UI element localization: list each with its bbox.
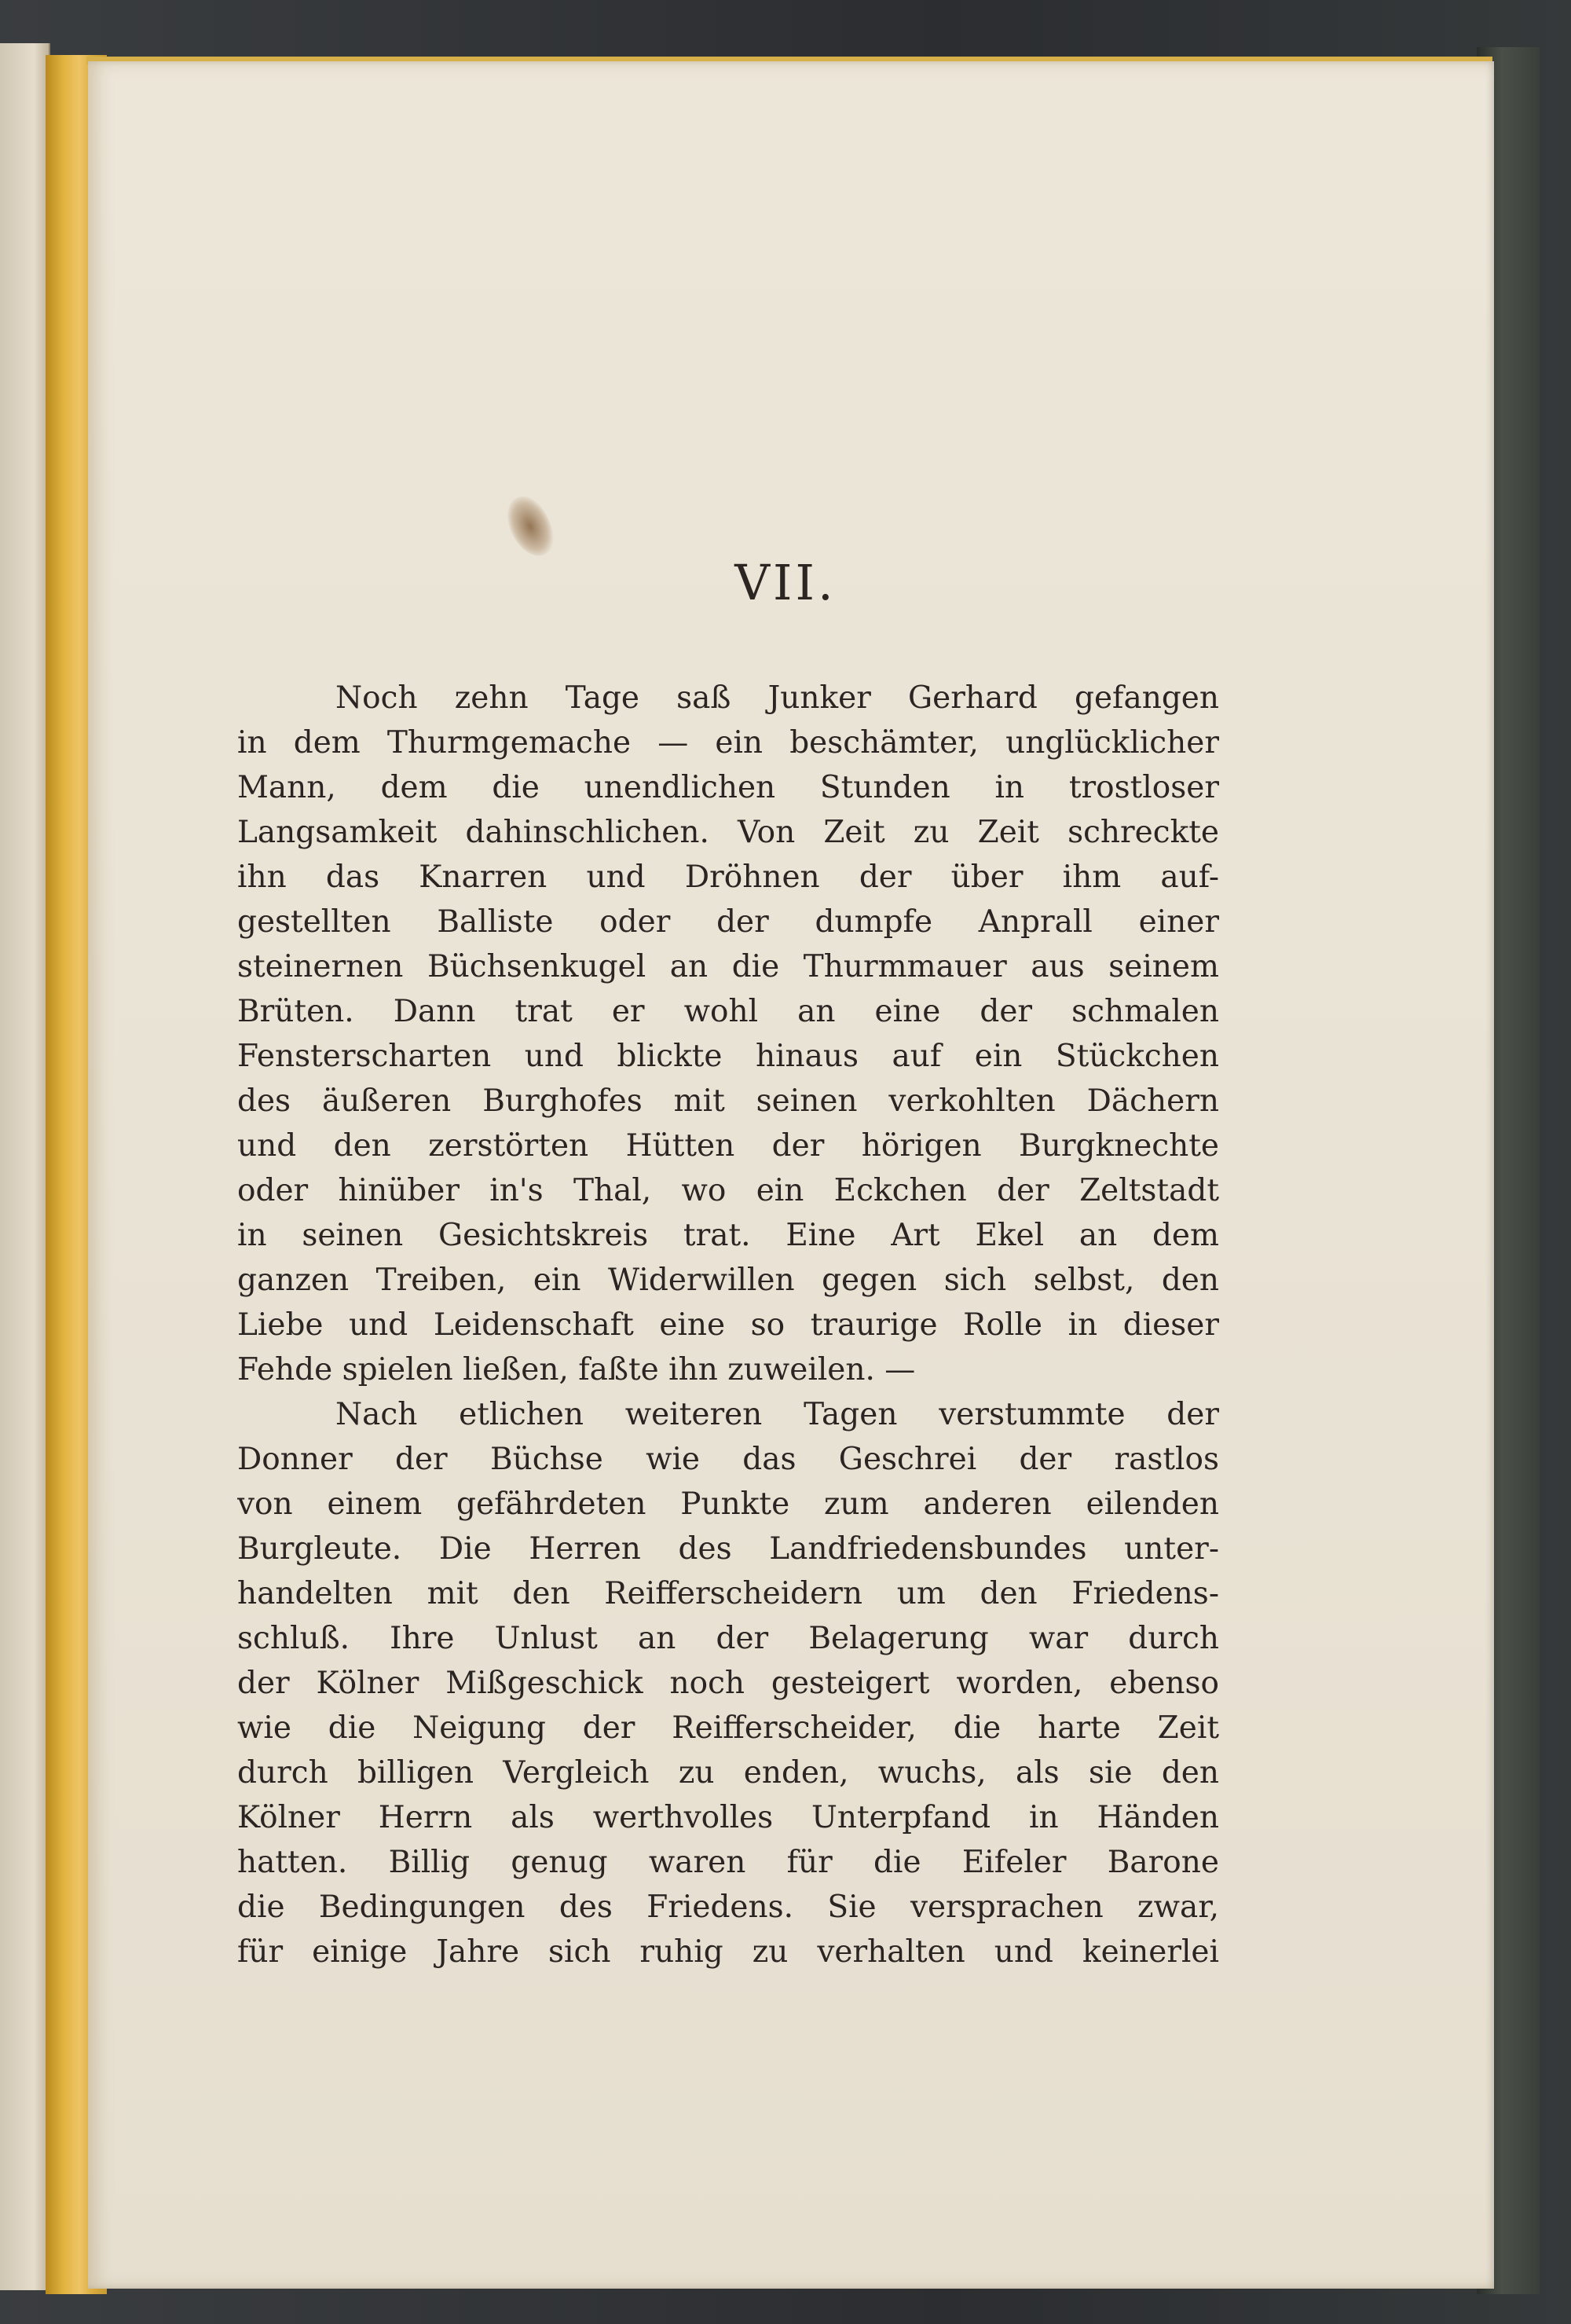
previous-page-edge	[0, 43, 50, 2290]
page-body-text	[237, 676, 1219, 1974]
text-line: und den zerstörten Hütten der hörigen Burgknechte	[237, 1128, 1219, 1164]
text-line: der Kölner Mißgeschick noch gesteigert worden, ebenso	[237, 1666, 1219, 1701]
text-line: oder hinüber in's Thal, wo ein Eckchen der Zeltstadt	[237, 1173, 1219, 1208]
text-line: ihn das Knarren und Dröhnen der über ihm auf-	[237, 860, 1219, 895]
text-line: Burgleute. Die Herren des Landfriedensbundes unter-	[237, 1531, 1219, 1567]
text-line: des äußeren Burghofes mit seinen verkohlten Dächern	[237, 1083, 1219, 1119]
text-line: Brüten. Dann trat er wohl an eine der schmalen	[237, 994, 1219, 1029]
text-line: in dem Thurmgemache — ein beschämter, unglücklicher	[237, 725, 1219, 761]
text-line: ganzen Treiben, ein Widerwillen gegen sich selbst, den	[237, 1263, 1219, 1298]
text-line: gestellten Balliste oder der dumpfe Anprall einer	[237, 904, 1219, 940]
text-line: von einem gefährdeten Punkte zum anderen eilenden	[237, 1486, 1219, 1522]
text-line: Nach etlichen weiteren Tagen verstummte der	[335, 1397, 1219, 1432]
text-line: Liebe und Leidenschaft eine so traurige Rolle in dieser	[237, 1307, 1219, 1343]
text-line: handelten mit den Reifferscheidern um den Friedens-	[237, 1576, 1219, 1611]
text-line: für einige Jahre sich ruhig zu verhalten und keinerlei	[237, 1934, 1219, 1970]
text-line: Langsamkeit dahinschlichen. Von Zeit zu Zeit schreckte	[237, 815, 1219, 850]
text-line: Donner der Büchse wie das Geschrei der rastlos	[237, 1442, 1219, 1477]
text-line: Fehde spielen ließen, faßte ihn zuweilen. —	[237, 1352, 916, 1387]
chapter-heading: VII.	[734, 554, 837, 611]
text-line: die Bedingungen des Friedens. Sie versprachen zwar,	[237, 1890, 1219, 1925]
text-line: steinernen Büchsenkugel an die Thurmmauer aus seinem	[237, 949, 1219, 984]
text-line: Fensterscharten und blickte hinaus auf ein Stückchen	[237, 1039, 1219, 1074]
text-line: Noch zehn Tage saß Junker Gerhard gefangen	[335, 680, 1219, 716]
text-line: Mann, dem die unendlichen Stunden in trostloser	[237, 770, 1219, 805]
text-line: hatten. Billig genug waren für die Eifeler Barone	[237, 1845, 1219, 1880]
text-line: durch billigen Vergleich zu enden, wuchs, als sie den	[237, 1755, 1219, 1791]
text-line: schluß. Ihre Unlust an der Belagerung war durch	[237, 1621, 1219, 1656]
text-line: wie die Neigung der Reifferscheider, die harte Zeit	[237, 1710, 1219, 1746]
text-line: Kölner Herrn als werthvolles Unterpfand in Händen	[237, 1800, 1219, 1835]
text-line: in seinen Gesichtskreis trat. Eine Art Ekel an dem	[237, 1218, 1219, 1253]
